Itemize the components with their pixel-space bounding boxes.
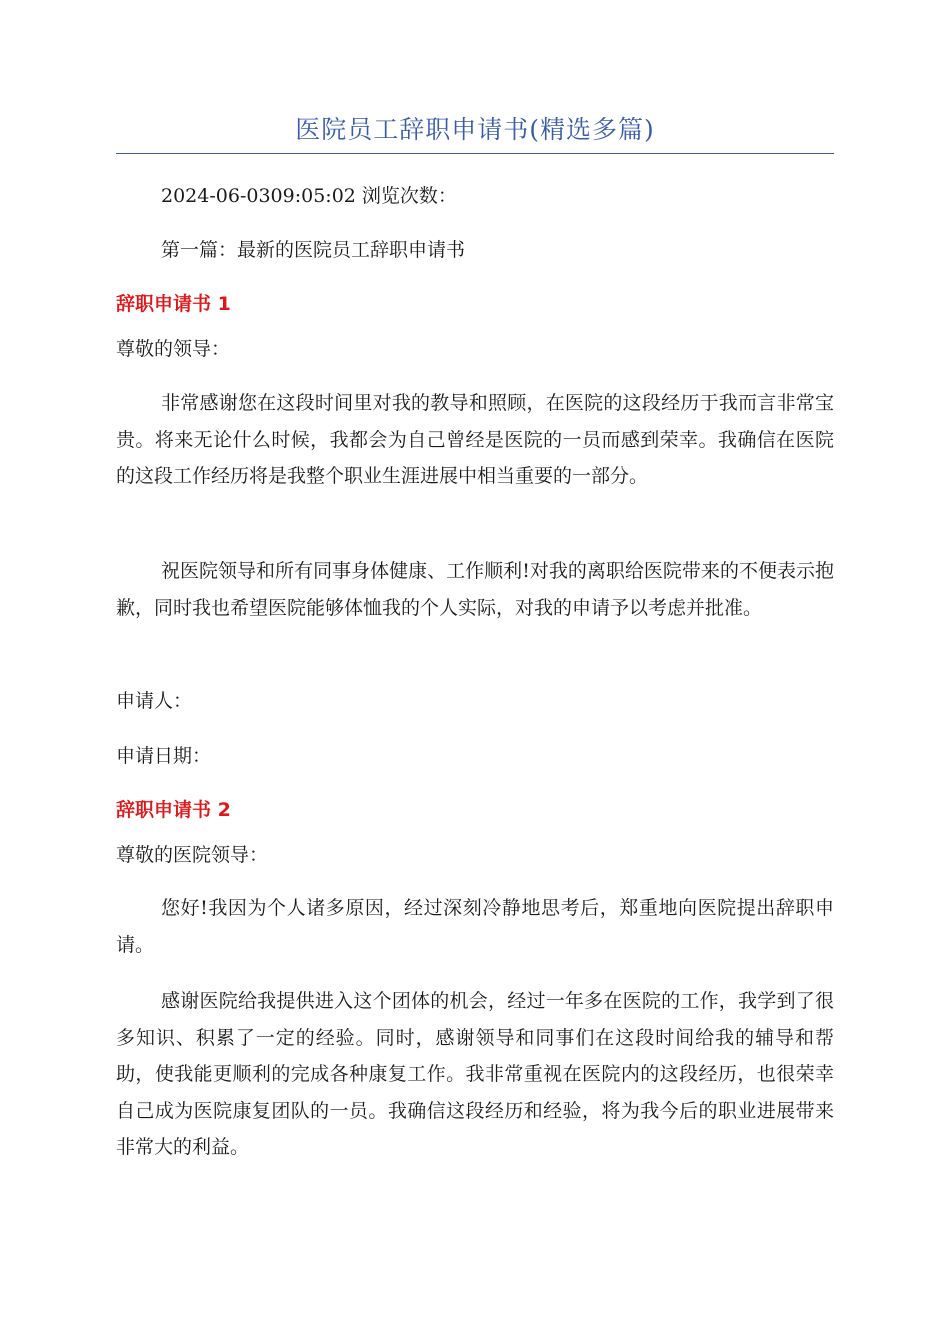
letter1-applicant: 申请人： [116, 690, 193, 712]
letter2-paragraph-1: 您好!我因为个人诸多原因，经过深刻冷静地思考后，郑重地向医院提出辞职申请。 [116, 897, 834, 956]
letter2-salutation: 尊敬的医院领导： [116, 844, 269, 866]
title-underline [116, 153, 834, 154]
meta-line: 2024-06-0309:05:02 浏览次数： [161, 185, 457, 207]
letter2-heading: 辞职申请书 2 [116, 799, 231, 821]
letter1-paragraph-1: 非常感谢您在这段时间里对我的教导和照顾，在医院的这段经历于我而言非常宝贵。将来无论什么时候，我都会为自己曾经是医院的一员而感到荣幸。我确信在医院的这段工作经历将是我整个职业生涯进展中相当重要的一部分。 [116, 392, 834, 487]
letter1-paragraph-2: 祝医院领导和所有同事身体健康、工作顺利!对我的离职给医院带来的不便表示抱歉，同时我也希望医院能够体恤我的个人实际，对我的申请予以考虑并批准。 [116, 560, 834, 619]
chapter-heading: 第一篇：最新的医院员工辞职申请书 [161, 239, 466, 261]
letter1-date: 申请日期： [116, 745, 212, 767]
document-title: 医院员工辞职申请书(精选多篇) [295, 115, 655, 144]
letter1-heading: 辞职申请书 1 [116, 293, 231, 315]
letter1-salutation: 尊敬的领导： [116, 338, 231, 360]
letter2-paragraph-2: 感谢医院给我提供进入这个团体的机会，经过一年多在医院的工作，我学到了很多知识、积累了一定的经验。同时，感谢领导和同事们在这段时间给我的辅导和帮助，使我能更顺利的完成各种康复工作。我非常重视在医院内的这段经历，也很荣幸自己成为医院康复团队的一员。我确信这段经历和经验，将为我今后的职业进展带来非常大的利益。 [116, 990, 834, 1158]
